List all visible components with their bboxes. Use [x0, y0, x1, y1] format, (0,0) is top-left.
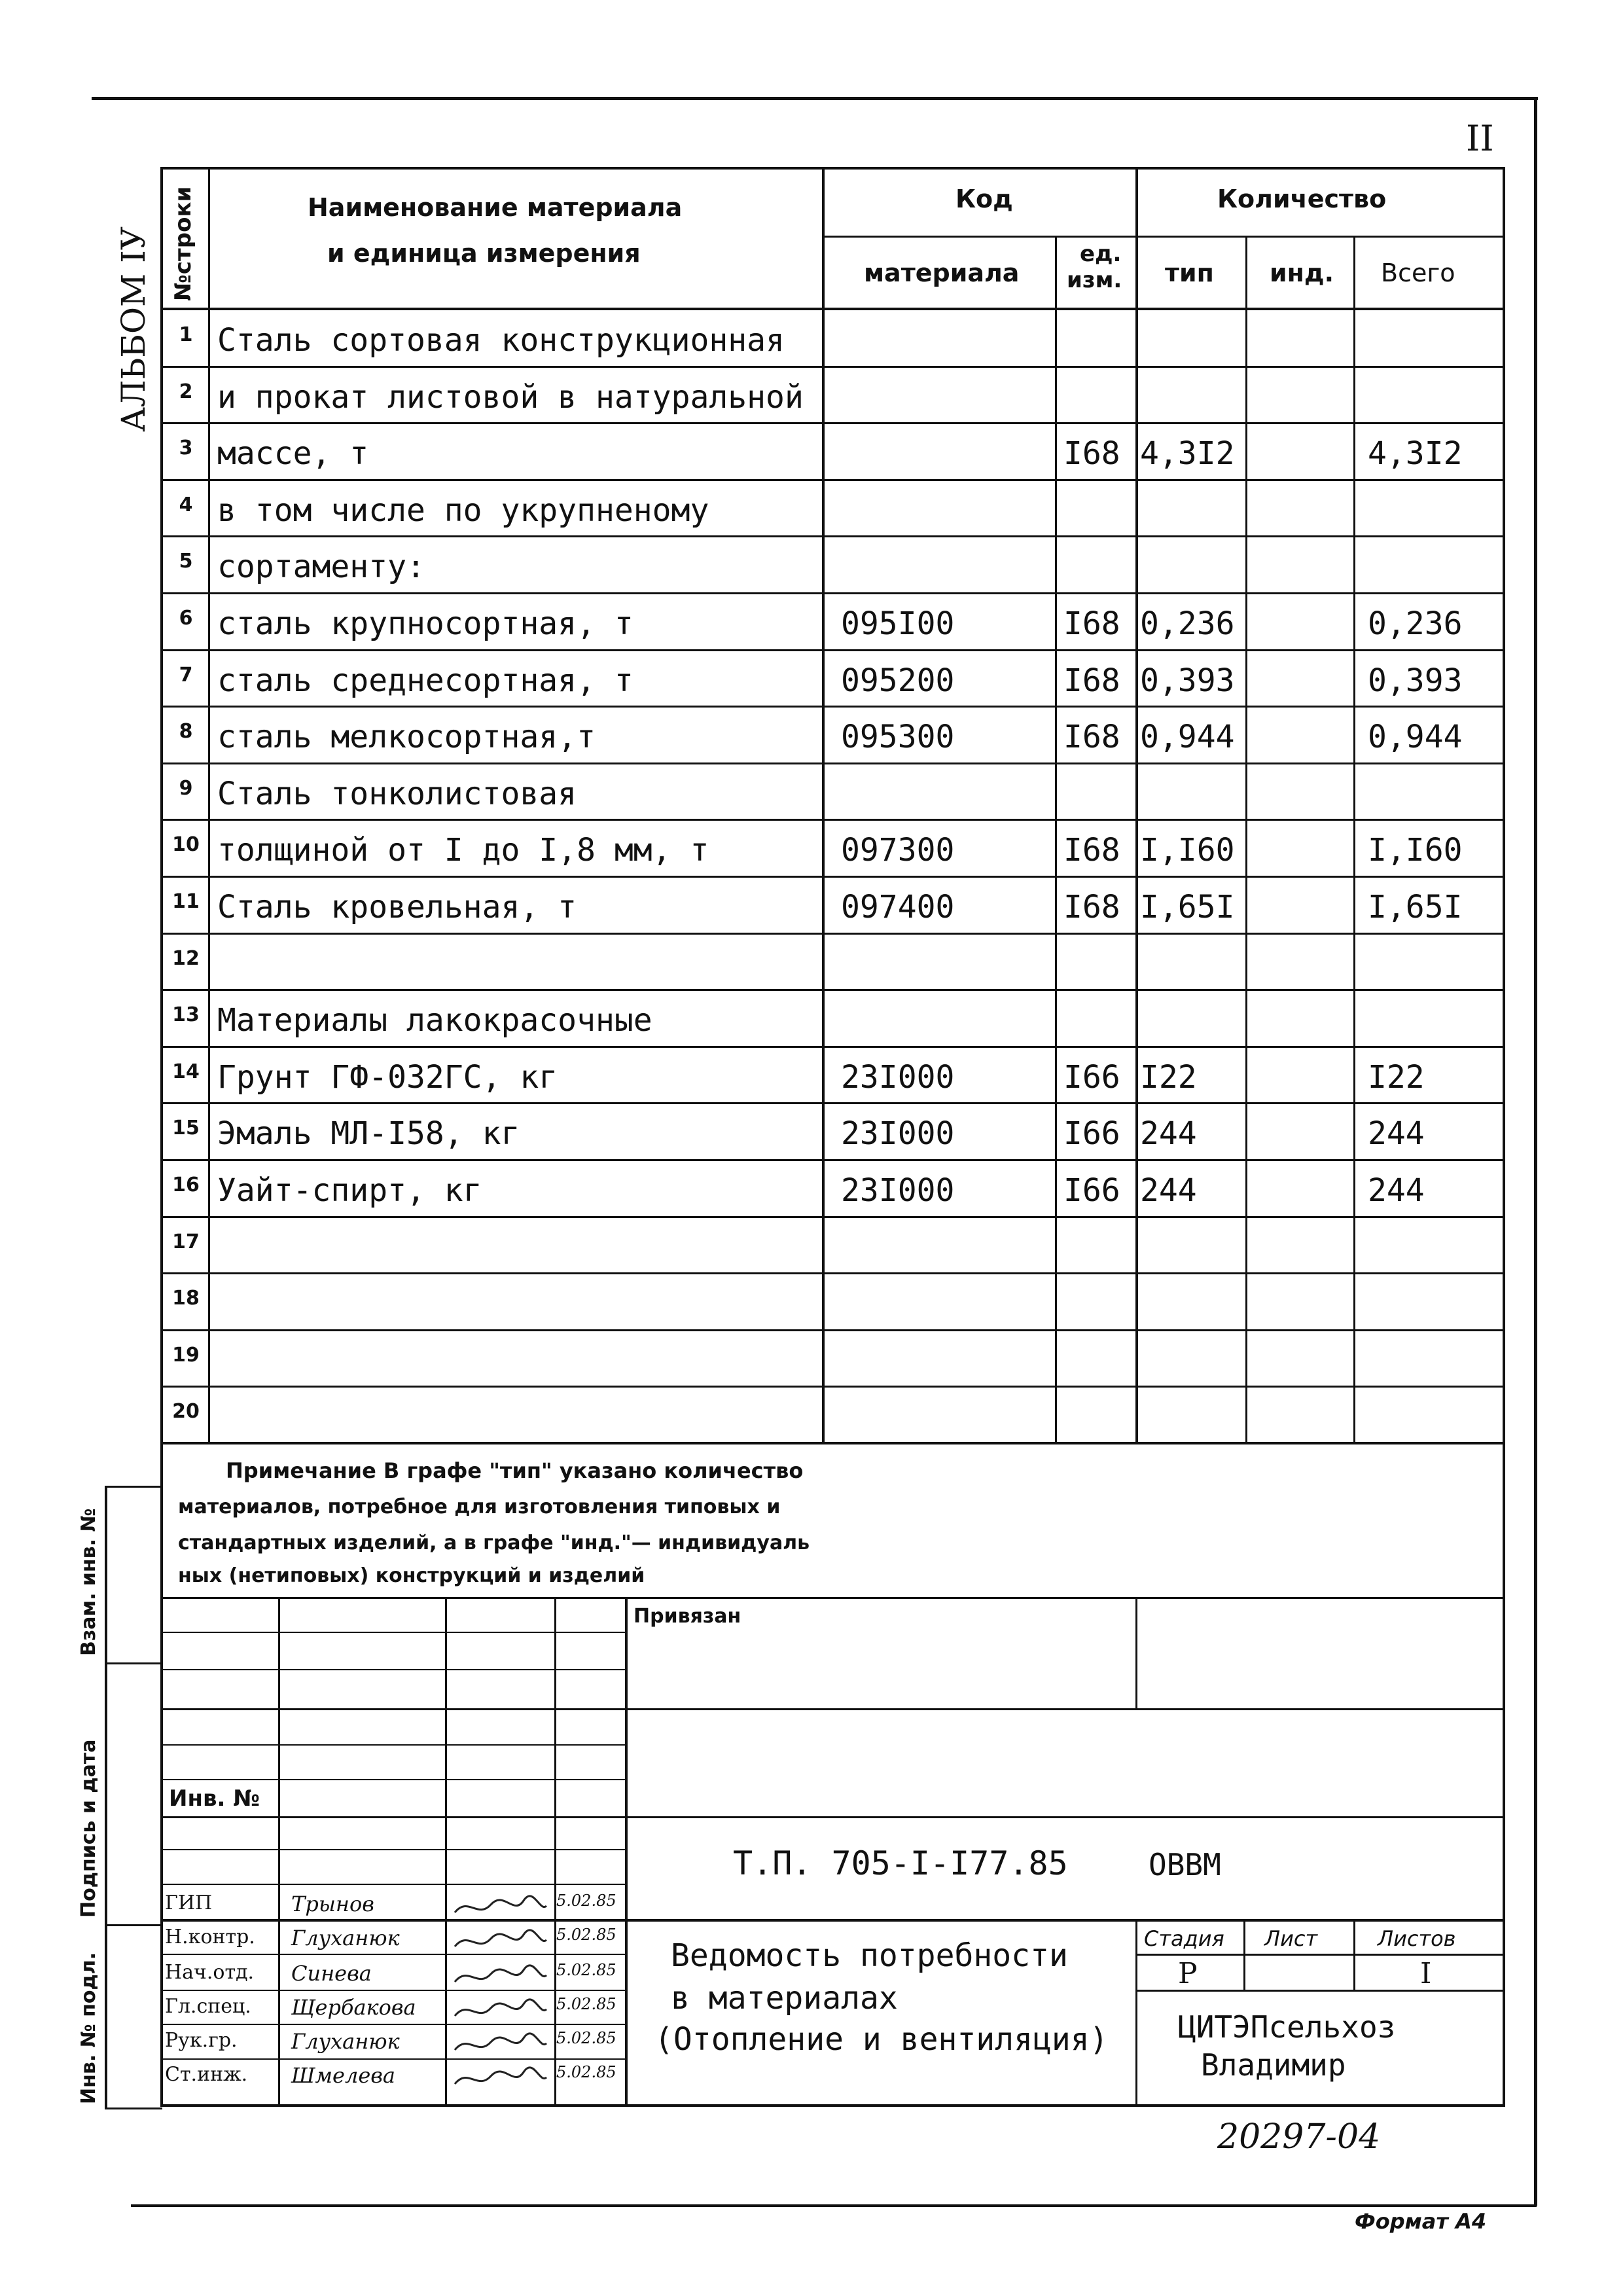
signatory-name: Глуханюк: [291, 2029, 400, 2054]
stage-header: Стадия: [1144, 1926, 1224, 1951]
unit-code: I68: [1063, 605, 1120, 642]
signatory-date: 5.02.85: [556, 1892, 616, 1910]
unit-header-1: ед.: [1080, 241, 1122, 267]
row-number: 15: [172, 1117, 200, 1139]
sheets-value: I: [1420, 1957, 1432, 1990]
note-line-3: стандартных изделий, а в графе "инд."— индивидуаль: [178, 1532, 810, 1554]
right-border: [1534, 98, 1537, 2206]
bottom-border: [131, 2204, 1537, 2207]
quantity-total: 0,393: [1368, 662, 1463, 699]
code-header: Код: [955, 185, 1013, 213]
unit-header-2: изм.: [1067, 267, 1122, 293]
material-code: 23I000: [841, 1115, 955, 1152]
quantity-type: I22: [1140, 1059, 1197, 1096]
row-number: 11: [172, 890, 200, 913]
name-header-line2: и единица измерения: [327, 239, 641, 268]
material-code: 097400: [841, 889, 955, 925]
row-number: 18: [172, 1287, 200, 1310]
quantity-total: 244: [1368, 1115, 1425, 1152]
material-code: 095I00: [841, 605, 955, 642]
quantity-total: 4,3I2: [1368, 435, 1463, 472]
material-name: массе, т: [217, 435, 369, 472]
top-border: [92, 97, 1538, 100]
designation: Т.П. 705-I-I77.85: [733, 1844, 1068, 1882]
row-number-header: №строки: [170, 186, 196, 301]
title-line-1: Ведомость потребности: [671, 1937, 1068, 1974]
sheet-format: Формат А4: [1355, 2209, 1487, 2234]
quantity-type: I,I60: [1140, 832, 1235, 869]
material-code: 095200: [841, 662, 955, 699]
signature-date-label: Подпись и дата: [77, 1739, 100, 1918]
quantity-total: 244: [1368, 1172, 1425, 1209]
quantity-type: I,65I: [1140, 889, 1235, 925]
row-number: 16: [172, 1174, 200, 1196]
section-code: ОВВМ: [1149, 1847, 1221, 1882]
organization-line-2: Владимир: [1201, 2047, 1346, 2083]
material-name: Эмаль МЛ-I58, кг: [217, 1115, 520, 1152]
signatory-date: 5.02.85: [556, 1926, 616, 1944]
material-name: и прокат листовой в натуральной: [217, 379, 804, 416]
title-line-3: (Отопление и вентиляция): [654, 2021, 1109, 2058]
material-name: Грунт ГФ-032ГС, кг: [217, 1059, 558, 1096]
unit-code: I66: [1063, 1059, 1120, 1096]
sheets-header: Листов: [1378, 1926, 1456, 1951]
signatory-date: 5.02.85: [556, 2029, 616, 2047]
handwritten-signature: [452, 1996, 550, 2025]
material-name: толщиной от I до I,8 мм, т: [217, 832, 709, 869]
quantity-total: I,65I: [1368, 889, 1463, 925]
unit-code: I66: [1063, 1172, 1120, 1209]
signatory-role: Н.контр.: [165, 1926, 255, 1948]
quantity-type: 0,393: [1140, 662, 1235, 699]
material-code: 23I000: [841, 1059, 955, 1096]
unit-code: I68: [1063, 719, 1120, 755]
unit-code: I68: [1063, 832, 1120, 869]
unit-code: I68: [1063, 662, 1120, 699]
note-line-2: материалов, потребное для изготовления типовых и: [178, 1496, 781, 1518]
note-line-1: Примечание В графе "тип" указано количество: [226, 1458, 804, 1483]
row-number: 14: [172, 1060, 200, 1083]
row-number: 12: [172, 947, 200, 970]
material-name: сортаменту:: [217, 548, 425, 585]
material-code: 23I000: [841, 1172, 955, 1209]
handwritten-signature: [452, 1962, 550, 1991]
signatory-role: Рук.гр.: [165, 2029, 238, 2052]
unit-code: I68: [1063, 889, 1120, 925]
quantity-total: 0,944: [1368, 719, 1463, 755]
quantity-total: 0,236: [1368, 605, 1463, 642]
organization-line-1: ЦИТЭПсельхоз: [1178, 2009, 1396, 2045]
name-header-line1: Наименование материала: [308, 193, 683, 222]
quantity-type: 244: [1140, 1172, 1197, 1209]
signatory-role: Гл.спец.: [165, 1995, 251, 2018]
quantity-type: 0,236: [1140, 605, 1235, 642]
unit-code: I66: [1063, 1115, 1120, 1152]
signatory-name: Синева: [291, 1961, 372, 1986]
row-number: 3: [179, 437, 193, 459]
material-name: в том числе по укрупненому: [217, 492, 709, 529]
quantity-type: 0,944: [1140, 719, 1235, 755]
handwritten-signature: [452, 2030, 550, 2059]
vzam-inv-label: Взам. инв. №: [77, 1508, 100, 1656]
inv-no-label: Инв. №: [169, 1785, 260, 1812]
note-line-4: ных (нетиповых) конструкций и изделий: [178, 1564, 645, 1587]
row-number: 4: [179, 493, 193, 516]
row-number: 6: [179, 607, 193, 630]
row-number: 7: [179, 664, 193, 687]
material-name: Материалы лакокрасочные: [217, 1002, 652, 1039]
row-number: 8: [179, 720, 193, 743]
inv-original-label: Инв. № подл.: [77, 1952, 100, 2104]
signatory-date: 5.02.85: [556, 2063, 616, 2081]
quantity-header: Количество: [1217, 185, 1387, 213]
row-number: 20: [172, 1400, 200, 1423]
row-number: 2: [179, 380, 193, 403]
unit-code: I68: [1063, 435, 1120, 472]
row-number: 17: [172, 1230, 200, 1253]
signatory-role: Ст.инж.: [165, 2063, 248, 2086]
signatory-date: 5.02.85: [556, 1961, 616, 1979]
row-number: 10: [172, 833, 200, 856]
material-name: сталь среднесортная, т: [217, 662, 633, 699]
material-name: Уайт-спирт, кг: [217, 1172, 482, 1209]
page-number: II: [1466, 118, 1494, 159]
material-name: сталь крупносортная, т: [217, 605, 633, 642]
quantity-type: 4,3I2: [1140, 435, 1235, 472]
title-line-2: в материалах: [671, 1980, 898, 2017]
quantity-total: I,I60: [1368, 832, 1463, 869]
stage-value: Р: [1178, 1957, 1198, 1990]
signatory-role: Нач.отд.: [165, 1961, 255, 1984]
document-number: 20297-04: [1217, 2117, 1381, 2157]
ind-header: инд.: [1270, 259, 1334, 287]
material-header: материала: [864, 259, 1020, 287]
material-name: Сталь кровельная, т: [217, 889, 577, 925]
signatory-name: Трынов: [291, 1892, 374, 1916]
row-number: 5: [179, 550, 193, 573]
signatory-date: 5.02.85: [556, 1995, 616, 2013]
material-code: 095300: [841, 719, 955, 755]
handwritten-signature: [452, 2064, 550, 2093]
row-number: 19: [172, 1344, 200, 1367]
row-number: 9: [179, 777, 193, 800]
signatory-role: ГИП: [165, 1892, 213, 1914]
material-code: 097300: [841, 832, 955, 869]
handwritten-signature: [452, 1927, 550, 1956]
material-name: сталь мелкосортная,т: [217, 719, 596, 755]
album-label: АЛЬБОМ IУ: [115, 226, 152, 432]
material-name: Сталь сортовая конструкционная: [217, 322, 785, 359]
quantity-total: I22: [1368, 1059, 1425, 1096]
material-name: Сталь тонколистовая: [217, 776, 577, 812]
row-number: 13: [172, 1003, 200, 1026]
signatory-name: Глуханюк: [291, 1926, 400, 1950]
type-header: тип: [1165, 259, 1214, 287]
total-header: Всего: [1381, 259, 1455, 287]
quantity-type: 244: [1140, 1115, 1197, 1152]
handwritten-signature: [452, 1893, 550, 1922]
signatory-name: Щербакова: [291, 1995, 416, 2020]
sheet-header: Лист: [1264, 1926, 1318, 1951]
row-number: 1: [179, 323, 193, 346]
privyazan-label: Привязан: [633, 1605, 741, 1628]
signatory-name: Шмелева: [291, 2063, 395, 2088]
